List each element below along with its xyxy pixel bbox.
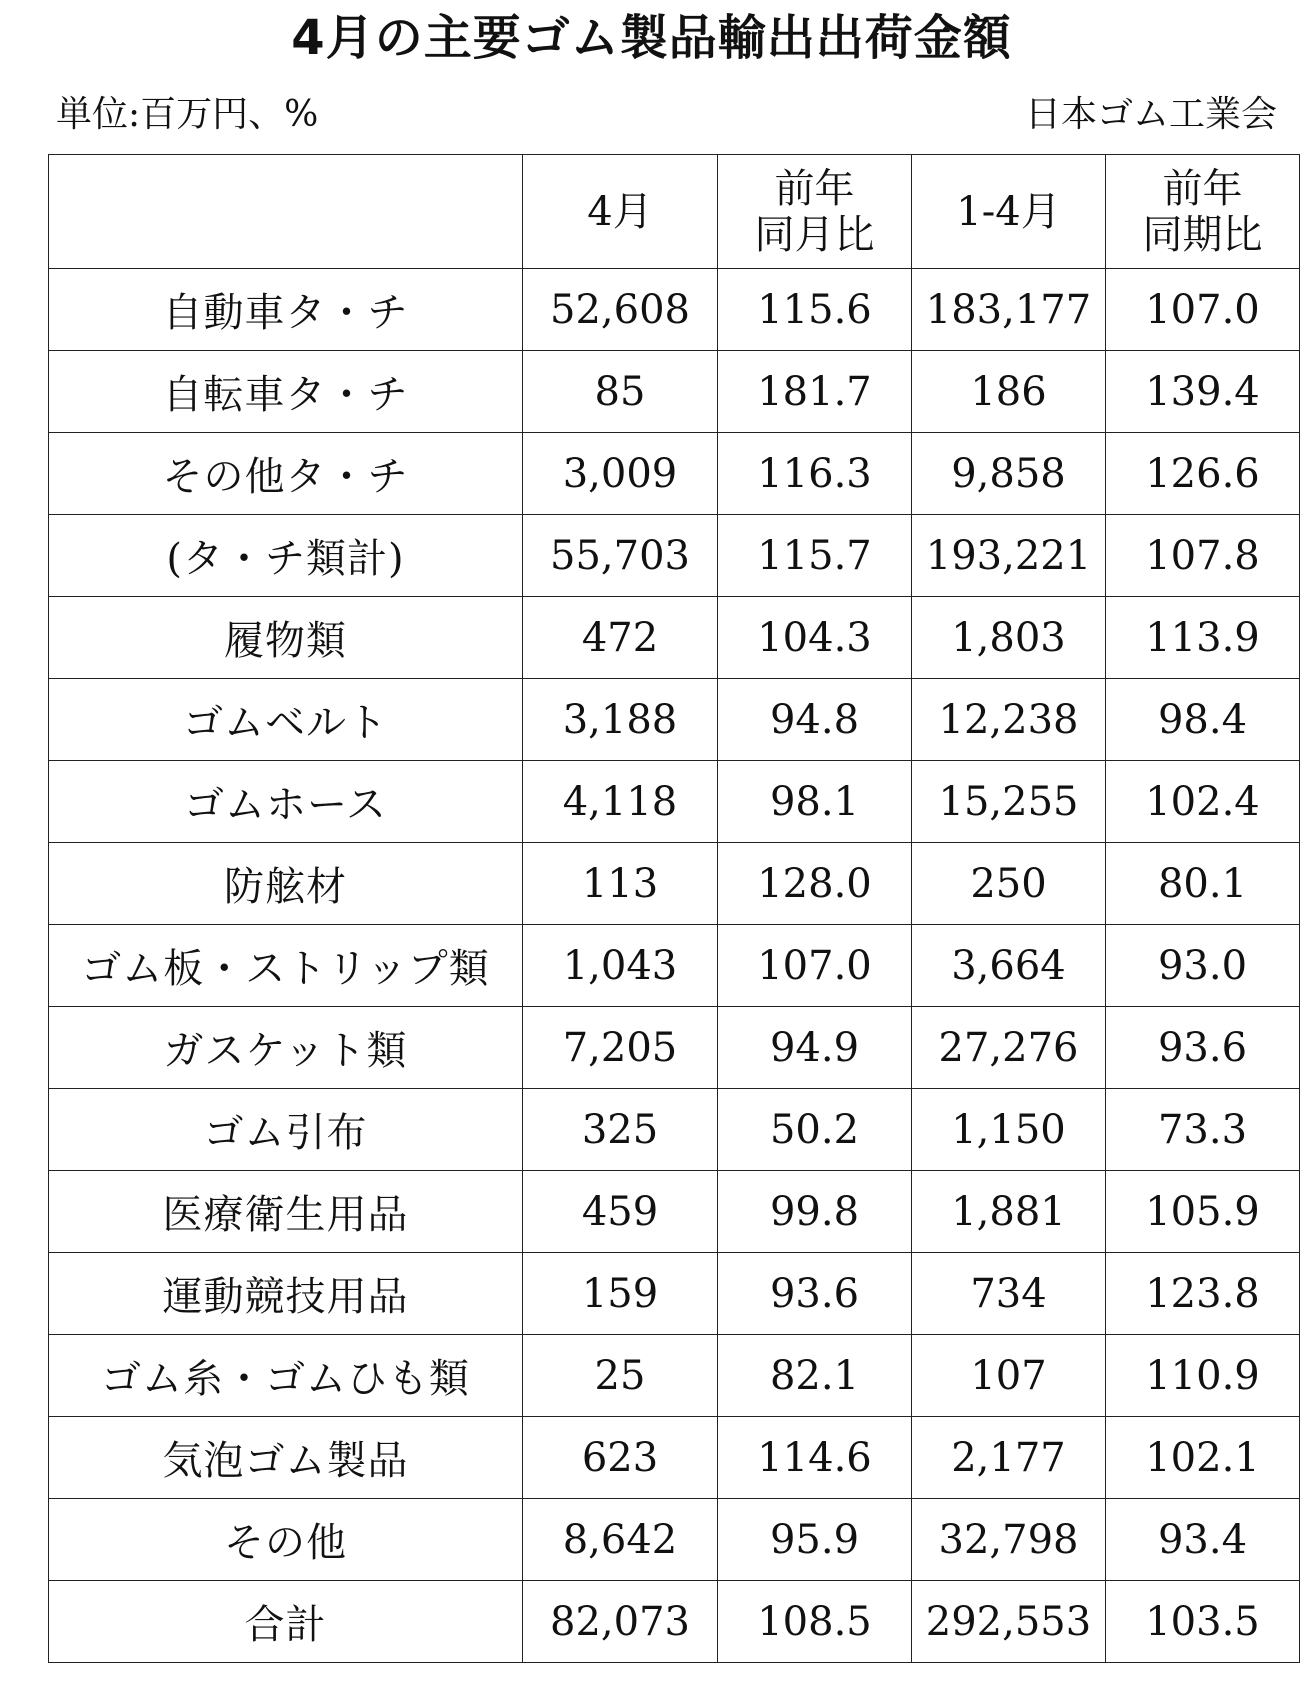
cell-jan-apr: 32,798	[912, 1499, 1106, 1581]
cell-jan-apr: 9,858	[912, 433, 1106, 515]
cell-yoy-period: 139.4	[1106, 351, 1300, 433]
table-row	[49, 679, 1300, 761]
cell-yoy-month: 108.5	[718, 1581, 912, 1663]
row-label: ゴム板・ストリップ類	[49, 925, 523, 1007]
cell-april: 159	[523, 1253, 718, 1335]
cell-yoy-month: 50.2	[718, 1089, 912, 1171]
cell-yoy-period: 102.4	[1106, 761, 1300, 843]
cell-yoy-period: 98.4	[1106, 679, 1300, 761]
cell-yoy-month: 115.6	[718, 269, 912, 351]
cell-april: 623	[523, 1417, 718, 1499]
table-row	[49, 761, 1300, 843]
row-label: ゴム引布	[49, 1089, 523, 1171]
cell-yoy-period: 102.1	[1106, 1417, 1300, 1499]
table-row	[49, 1171, 1300, 1253]
cell-april: 1,043	[523, 925, 718, 1007]
cell-april: 85	[523, 351, 718, 433]
table-row	[49, 433, 1300, 515]
cell-jan-apr: 734	[912, 1253, 1106, 1335]
header-april: 4月	[523, 155, 718, 269]
cell-april: 55,703	[523, 515, 718, 597]
header-yoy-period-line1: 前年	[1162, 165, 1243, 212]
cell-yoy-period: 103.5	[1106, 1581, 1300, 1663]
cell-yoy-period: 80.1	[1106, 843, 1300, 925]
cell-yoy-month: 128.0	[718, 843, 912, 925]
header-yoy-period-line2: 同期比	[1142, 211, 1263, 258]
table-row	[49, 925, 1300, 1007]
cell-yoy-period: 126.6	[1106, 433, 1300, 515]
row-label: ゴムベルト	[49, 679, 523, 761]
row-label: ガスケット類	[49, 1007, 523, 1089]
table-row	[49, 1581, 1300, 1663]
cell-yoy-month: 181.7	[718, 351, 912, 433]
table-row	[49, 1335, 1300, 1417]
cell-jan-apr: 186	[912, 351, 1106, 433]
table-row	[49, 1007, 1300, 1089]
row-label: 自転車タ・チ	[49, 351, 523, 433]
cell-jan-apr: 1,803	[912, 597, 1106, 679]
cell-jan-apr: 1,150	[912, 1089, 1106, 1171]
table-row	[49, 597, 1300, 679]
cell-yoy-month: 95.9	[718, 1499, 912, 1581]
header-blank-cell	[49, 155, 523, 269]
cell-april: 4,118	[523, 761, 718, 843]
cell-april: 325	[523, 1089, 718, 1171]
header-row	[49, 155, 1300, 269]
cell-yoy-period: 107.8	[1106, 515, 1300, 597]
table-row	[49, 269, 1300, 351]
row-label: 医療衛生用品	[49, 1171, 523, 1253]
table-row	[49, 515, 1300, 597]
cell-april: 82,073	[523, 1581, 718, 1663]
row-label: 合計	[49, 1581, 523, 1663]
export-table	[48, 154, 1300, 1663]
cell-yoy-month: 107.0	[718, 925, 912, 1007]
cell-yoy-period: 110.9	[1106, 1335, 1300, 1417]
cell-jan-apr: 12,238	[912, 679, 1106, 761]
row-label: 運動競技用品	[49, 1253, 523, 1335]
header-yoy-month-line1: 前年	[774, 165, 855, 212]
table-header	[49, 155, 1300, 269]
cell-yoy-period: 123.8	[1106, 1253, 1300, 1335]
cell-jan-apr: 27,276	[912, 1007, 1106, 1089]
cell-april: 3,188	[523, 679, 718, 761]
cell-jan-apr: 292,553	[912, 1581, 1106, 1663]
cell-yoy-period: 93.6	[1106, 1007, 1300, 1089]
row-label: その他タ・チ	[49, 433, 523, 515]
table-row	[49, 351, 1300, 433]
table-row	[49, 843, 1300, 925]
header-yoy-month-line2: 同月比	[754, 211, 875, 258]
cell-yoy-month: 114.6	[718, 1417, 912, 1499]
source-note: 日本ゴム工業会	[1024, 94, 1277, 135]
cell-jan-apr: 3,664	[912, 925, 1106, 1007]
page-title: 4月の主要ゴム製品輸出出荷金額	[291, 10, 1012, 66]
cell-yoy-month: 82.1	[718, 1335, 912, 1417]
cell-april: 52,608	[523, 269, 718, 351]
cell-jan-apr: 250	[912, 843, 1106, 925]
row-label: ゴムホース	[49, 761, 523, 843]
row-label: 気泡ゴム製品	[49, 1417, 523, 1499]
row-label: その他	[49, 1499, 523, 1581]
table-body	[49, 269, 1300, 1663]
cell-jan-apr: 1,881	[912, 1171, 1106, 1253]
cell-yoy-period: 93.4	[1106, 1499, 1300, 1581]
header-yoy-month	[718, 155, 912, 269]
table-row	[49, 1499, 1300, 1581]
cell-april: 472	[523, 597, 718, 679]
cell-april: 459	[523, 1171, 718, 1253]
unit-note: 単位:百万円、%	[56, 94, 319, 135]
cell-jan-apr: 107	[912, 1335, 1106, 1417]
cell-yoy-period: 105.9	[1106, 1171, 1300, 1253]
cell-yoy-period: 107.0	[1106, 269, 1300, 351]
cell-jan-apr: 183,177	[912, 269, 1106, 351]
cell-yoy-month: 104.3	[718, 597, 912, 679]
row-label: 自動車タ・チ	[49, 269, 523, 351]
table-row	[49, 1089, 1300, 1171]
table-row	[49, 1417, 1300, 1499]
cell-jan-apr: 193,221	[912, 515, 1106, 597]
row-label: 防舷材	[49, 843, 523, 925]
cell-yoy-month: 93.6	[718, 1253, 912, 1335]
row-label: 履物類	[49, 597, 523, 679]
cell-april: 8,642	[523, 1499, 718, 1581]
cell-yoy-month: 94.9	[718, 1007, 912, 1089]
cell-yoy-period: 113.9	[1106, 597, 1300, 679]
row-label: (タ・チ類計)	[49, 515, 523, 597]
cell-april: 7,205	[523, 1007, 718, 1089]
cell-jan-apr: 15,255	[912, 761, 1106, 843]
header-jan-apr: 1-4月	[912, 155, 1106, 269]
cell-april: 25	[523, 1335, 718, 1417]
cell-yoy-month: 94.8	[718, 679, 912, 761]
table-row	[49, 1253, 1300, 1335]
cell-yoy-period: 93.0	[1106, 925, 1300, 1007]
cell-yoy-month: 98.1	[718, 761, 912, 843]
cell-yoy-period: 73.3	[1106, 1089, 1300, 1171]
cell-april: 3,009	[523, 433, 718, 515]
cell-yoy-month: 116.3	[718, 433, 912, 515]
cell-yoy-month: 99.8	[718, 1171, 912, 1253]
cell-jan-apr: 2,177	[912, 1417, 1106, 1499]
cell-april: 113	[523, 843, 718, 925]
header-yoy-period	[1106, 155, 1300, 269]
cell-yoy-month: 115.7	[718, 515, 912, 597]
row-label: ゴム糸・ゴムひも類	[49, 1335, 523, 1417]
